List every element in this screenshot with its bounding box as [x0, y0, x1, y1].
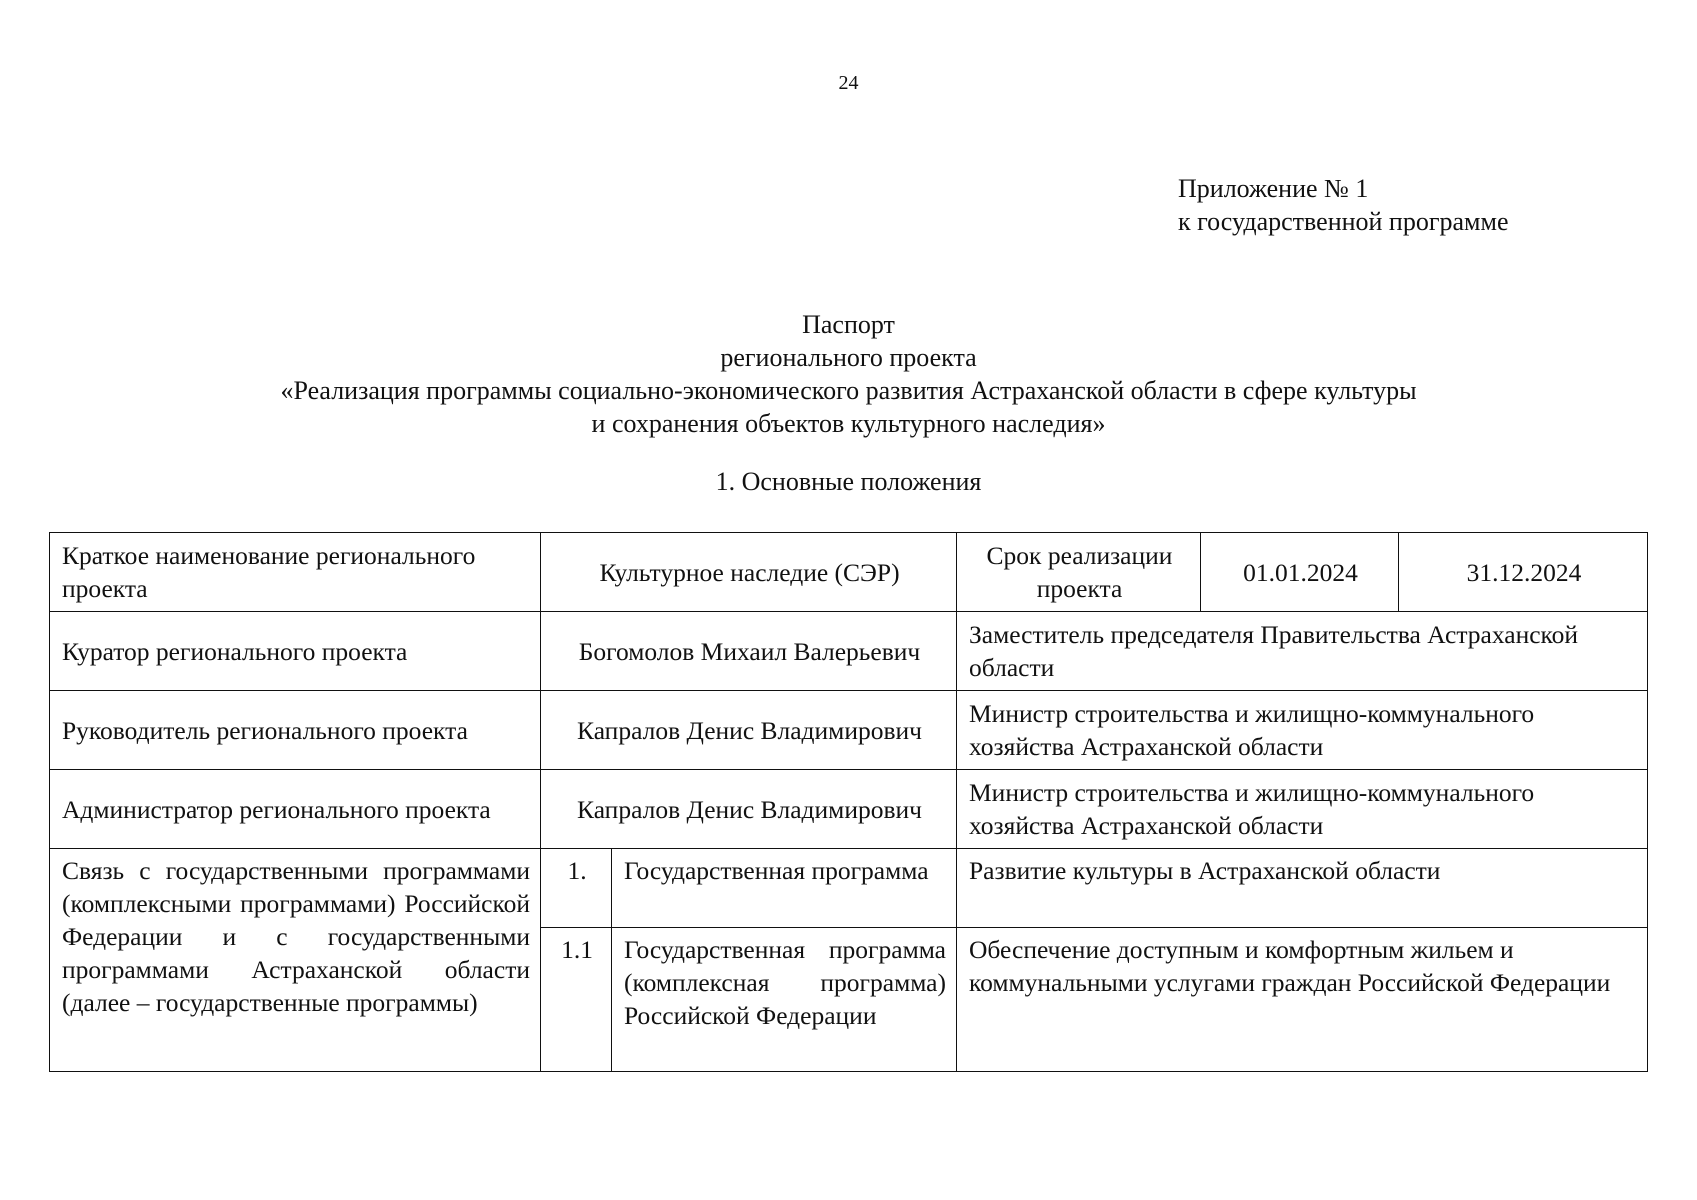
- table-row: [50, 770, 1648, 849]
- section-title: 1. Основные положения: [715, 467, 982, 496]
- curator-name: Богомолов Михаил Валерьевич: [541, 612, 957, 691]
- table-row: [50, 849, 1648, 928]
- head-label: Руководитель регионального проекта: [50, 691, 541, 770]
- program-item-name: Развитие культуры в Астраханской области: [957, 849, 1648, 928]
- title-line-2: регионального проекта: [720, 343, 977, 372]
- title-line-4: и сохранения объектов культурного наследия»: [591, 409, 1106, 438]
- program-item-number: 1.1: [541, 928, 612, 1072]
- administrator-name: Капралов Денис Владимирович: [541, 770, 957, 849]
- table-row: [50, 612, 1648, 691]
- project-term-label: Срок реализации проекта: [957, 533, 1201, 612]
- program-item-type: Государственная программа: [612, 849, 957, 928]
- administrator-position: Министр строительства и жилищно-коммунального хозяйства Астраханской области: [957, 770, 1648, 849]
- title-line-3: «Реализация программы социально-экономического развития Астраханской области в сфере культуры: [280, 376, 1417, 405]
- table-row: [50, 691, 1648, 770]
- passport-table: [49, 532, 1648, 1072]
- project-short-name-label: Краткое наименование регионального проекта: [50, 533, 541, 612]
- program-links-label: Связь с государственными программами (комплексными программами) Российской Федерации и с государственными программами Астраханской области (далее – государственные программы): [50, 849, 541, 1072]
- project-short-name-value: Культурное наследие (СЭР): [541, 533, 957, 612]
- head-position: Министр строительства и жилищно-коммунального хозяйства Астраханской области: [957, 691, 1648, 770]
- curator-label: Куратор регионального проекта: [50, 612, 541, 691]
- appendix-line-1: Приложение № 1: [1178, 174, 1369, 203]
- program-item-name: Обеспечение доступным и комфортным жильем и коммунальными услугами граждан Российской Федерации: [957, 928, 1648, 1072]
- project-end-date: 31.12.2024: [1399, 533, 1648, 612]
- program-item-number: 1.: [541, 849, 612, 928]
- curator-position: Заместитель председателя Правительства Астраханской области: [957, 612, 1648, 691]
- document-title: [0, 308, 1697, 440]
- appendix-line-2: к государственной программе: [1178, 207, 1509, 236]
- project-start-date: 01.01.2024: [1201, 533, 1399, 612]
- head-name: Капралов Денис Владимирович: [541, 691, 957, 770]
- page-number: 24: [838, 72, 859, 94]
- appendix-note: [1178, 172, 1509, 238]
- program-item-type: Государственная программа (комплексная программа) Российской Федерации: [612, 928, 957, 1072]
- table-row: [50, 533, 1648, 612]
- administrator-label: Администратор регионального проекта: [50, 770, 541, 849]
- title-line-1: Паспорт: [802, 310, 895, 339]
